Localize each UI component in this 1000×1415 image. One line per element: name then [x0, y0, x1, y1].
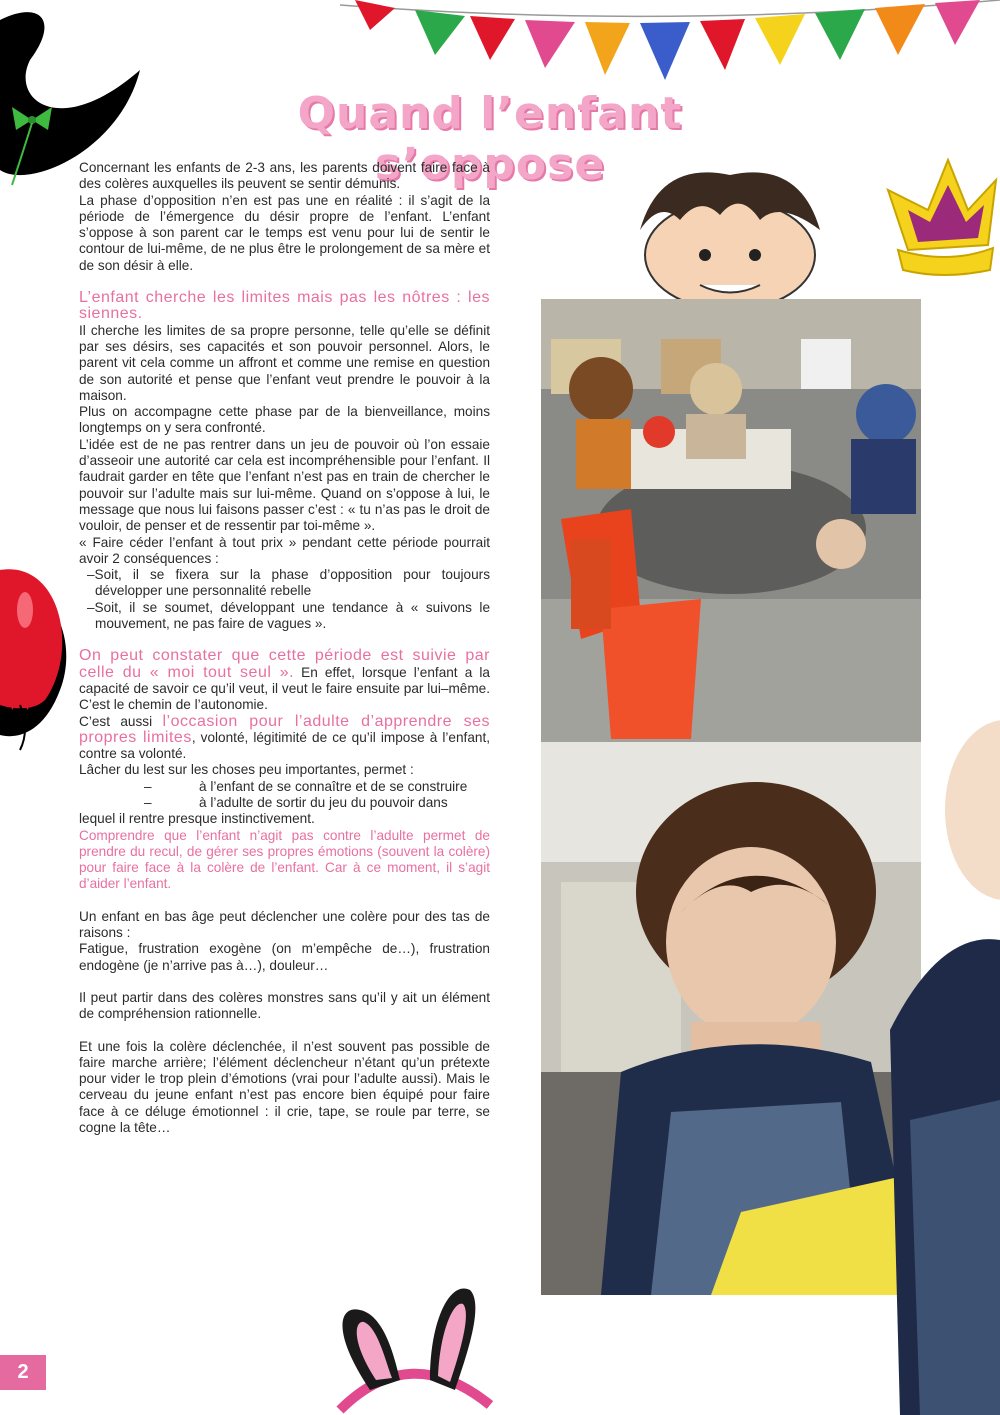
paragraph-text: En effet, lorsque l’enfant a la capacité de savoir ce qu’il veut, il veut le faire ensuite par lui–même. C’est le chemin de l’autonomie. [79, 664, 490, 713]
paragraph: lequel il rentre presque instinctivement. [79, 811, 315, 827]
paragraph: Il cherche les limites de sa propre personne, telle qu’elle se définit par ses désirs, ses capacités et son pouvoir personnel. Alors, le parent vit cela comme un affront et comme une remise en question de son autorité et pense que l’enfant veut prendre le pouvoir à la maison. [79, 322, 490, 403]
green-ribbon-icon [2, 95, 62, 190]
article-body [79, 160, 490, 1136]
paragraph: « Faire céder l’enfant à tout prix » pendant cette période pourrait avoir 2 conséquences : [79, 534, 490, 566]
bullet-item: –Soit, il se fixera sur la phase d’opposition pour toujours développer une personnalité rebelle [87, 567, 490, 599]
paragraph-text: C’est aussi [79, 713, 163, 729]
crown-icon [878, 150, 1000, 280]
paragraph: Concernant les enfants de 2-3 ans, les parents doivent faire face à des colères auxquelles ils peuvent se sentir démunis. [79, 160, 490, 192]
dash-text: à l’adulte de sortir du jeu du pouvoir dans [199, 794, 448, 810]
bunny-ears-icon [330, 1280, 500, 1415]
red-balloon-icon [0, 560, 80, 760]
bullet-item: –Soit, il se soumet, développant une tendance à « suivons le mouvement, ne pas faire de vagues ». [87, 599, 490, 632]
paragraph: L’idée est de ne pas rentrer dans un jeu de pouvoir où l’on essaie d’asseoir une autorité car cela est incompréhensible pour l’enfant. Il faudrait garder en tête que l’enfant n’est pas en train de chercher le pouvoir sur l’adulte mais sur lui-même. Quand on s’oppose à lui, le message que nous lui faisons passer c’est : « tu n’as pas le droit de vouloir, de penser et de ressentir par toi-même ». [79, 436, 490, 534]
paragraph [79, 714, 490, 763]
paragraph: Lâcher du lest sur les choses peu importantes, permet : [79, 762, 414, 778]
dash-text: à l’enfant de se connaître et de se construire [199, 778, 468, 794]
page-number: 2 [0, 1355, 46, 1390]
dash-item [79, 779, 490, 795]
section-heading: On peut constater que cette période est suivie par celle du « moi tout seul ». [79, 647, 490, 681]
paragraph [79, 648, 490, 713]
dash-marker: – [144, 794, 152, 810]
paragraph: Et une fois la colère déclenchée, il n’est souvent pas possible de faire marche arrière; l’élément déclencheur n’étant qu’un prétexte pour vider le trop plein d’émotions (vrai pour l’adulte aussi). Mais le cerveau du jeune enfant n’est pas encore bien équipé pour faire face à ce déluge émotionnel : il crie, tape, se roule par terre, se cogne la tête… [79, 1038, 490, 1136]
crying-child-photo [541, 742, 921, 1295]
paragraph: Un enfant en bas âge peut déclencher une colère pour des tas de raisons : [79, 908, 490, 941]
section-heading: l’occasion pour l’adulte d’apprendre ses propres limites [79, 712, 490, 746]
highlight-paragraph: Comprendre que l’enfant n’agit pas contre l’adulte permet de prendre du recul, de gérer ses propres émotions (souvent la colère) pour faire face à la colère de l’enfant. Car à ce moment, il s’agit d’aider l’enfant. [79, 827, 490, 892]
child-cropped-photo [880, 700, 1000, 1415]
page-title: Quand l’enfant s’oppose [297, 88, 683, 190]
paragraph: Il peut partir dans des colères monstres sans qu’il y ait un élément de compréhension rationnelle. [79, 989, 490, 1022]
paragraph: Fatigue, frustration exogène (on m’empêche de…), frustration endogène (je n’arrive pas à…), douleur… [79, 941, 490, 973]
paragraph: Plus on accompagne cette phase par de la bienveillance, moins longtemps on y sera confronté. [79, 404, 490, 436]
bunting-flags-icon [340, 0, 1000, 95]
cartoon-boy-icon [620, 160, 840, 310]
section-heading: L’enfant cherche les limites mais pas les nôtres : les siennes. [79, 289, 490, 323]
dash-item [79, 795, 490, 811]
children-table-photo [541, 299, 921, 742]
paragraph: La phase d’opposition n’en est pas une en réalité : il s’agit de la période de l’émergence du désir propre de l’enfant. L’enfant s’oppose à son parent car le temps est venu pour lui de sentir le contour de lui-même, de ne plus être le prolongement de sa mère et de son désir à elle. [79, 192, 490, 273]
paragraph-text: , volonté, légitimité de ce qu’il impose à l’enfant, contre sa volonté. [79, 729, 490, 762]
dash-marker: – [144, 778, 152, 794]
